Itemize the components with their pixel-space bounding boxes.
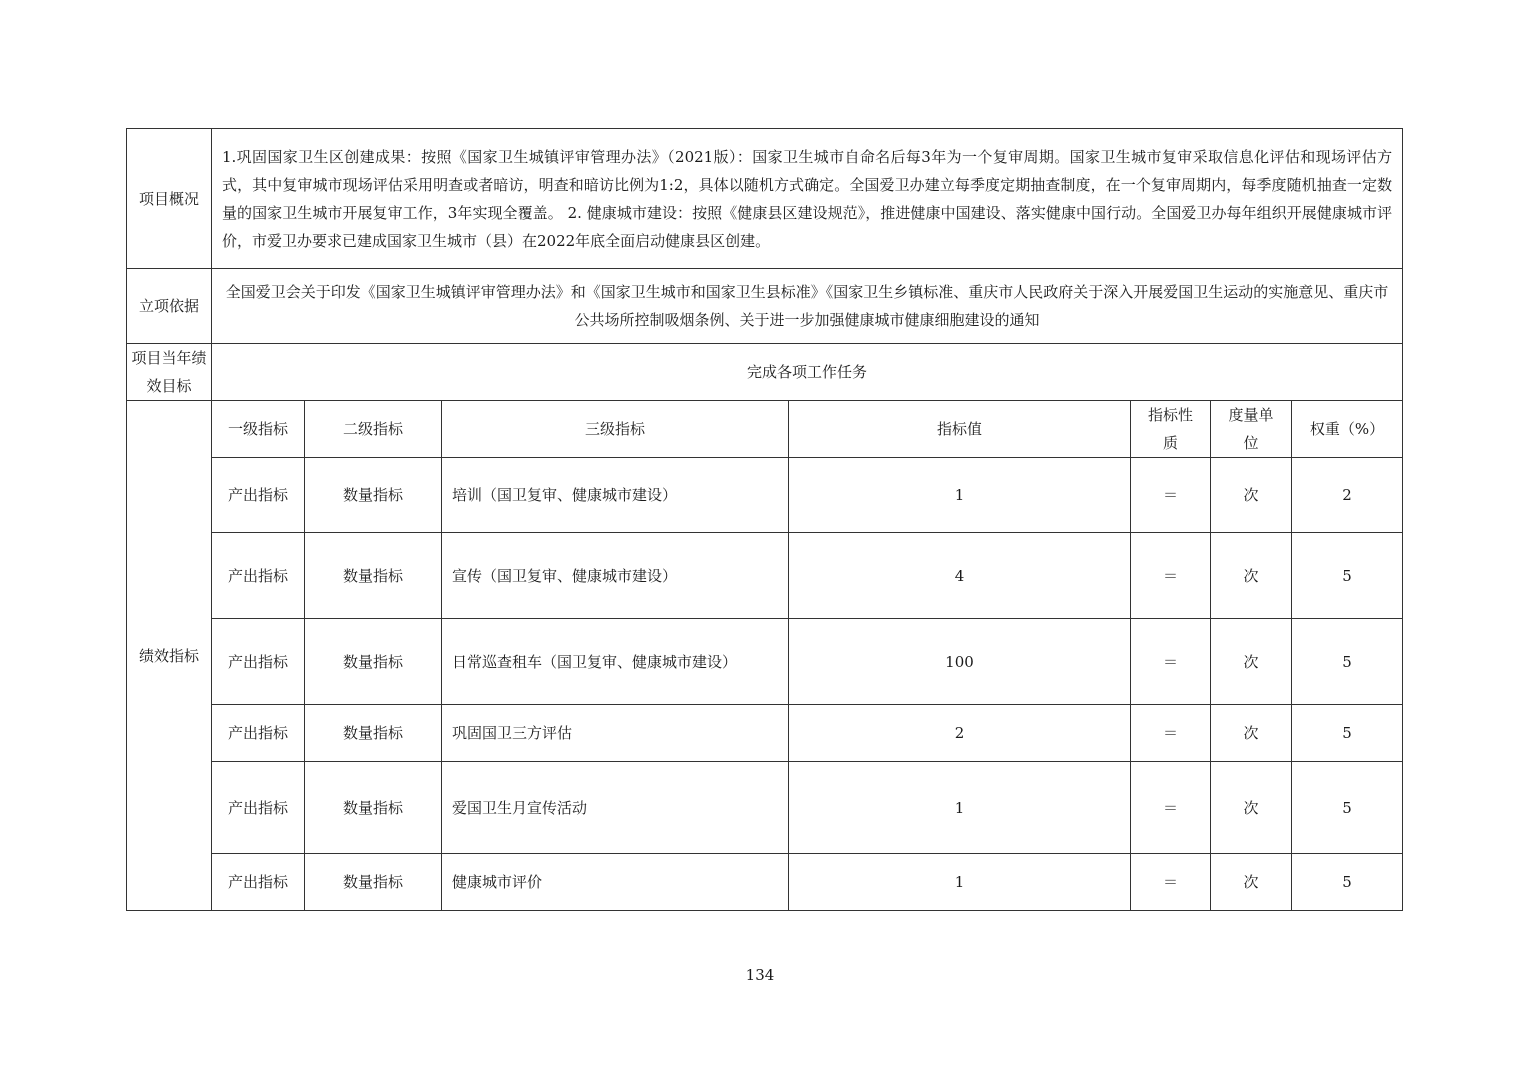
cell-level1: 产出指标 [212, 619, 305, 705]
basis-label: 立项依据 [127, 269, 212, 344]
cell-value: 1 [789, 762, 1131, 854]
cell-level1: 产出指标 [212, 533, 305, 619]
header-weight: 权重（%） [1292, 401, 1403, 458]
cell-level3: 日常巡查租车（国卫复审、健康城市建设） [442, 619, 789, 705]
table-row [127, 705, 1403, 762]
cell-level1: 产出指标 [212, 854, 305, 911]
cell-weight: 5 [1292, 533, 1403, 619]
table-row [127, 533, 1403, 619]
cell-value: 1 [789, 458, 1131, 533]
header-level2: 二级指标 [305, 401, 442, 458]
goal-text: 完成各项工作任务 [212, 344, 1403, 401]
cell-unit: 次 [1211, 619, 1292, 705]
header-level3: 三级指标 [442, 401, 789, 458]
header-value: 指标值 [789, 401, 1131, 458]
table-row [127, 854, 1403, 911]
cell-nature: ＝ [1131, 854, 1211, 911]
goal-label: 项目当年绩效目标 [127, 344, 212, 401]
overview-text: 1.巩固国家卫生区创建成果：按照《国家卫生城镇评审管理办法》（2021版）：国家卫生城市自命名后每3年为一个复审周期。国家卫生城市复审采取信息化评估和现场评估方式，其中复审城市现场评估采用明查或者暗访，明查和暗访比例为1:2，具体以随机方式确定。全国爱卫办建立每季度定期抽查制度，在一个复审周期内，每季度随机抽查一定数量的国家卫生城市开展复审工作，3年实现全覆盖。 2. 健康城市建设：按照《健康县区建设规范》，推进健康中国建设、落实健康中国行动。全国爱卫办每年组织开展健康城市评价，市爱卫办要求已建成国家卫生城市（县）在2022年底全面启动健康县区创建。 [212, 129, 1403, 269]
cell-weight: 5 [1292, 705, 1403, 762]
cell-level3: 巩固国卫三方评估 [442, 705, 789, 762]
header-unit: 度量单位 [1211, 401, 1292, 458]
table-row [127, 619, 1403, 705]
cell-unit: 次 [1211, 705, 1292, 762]
cell-level2: 数量指标 [305, 854, 442, 911]
indicators-label: 绩效指标 [127, 401, 212, 911]
page-number: 134 [745, 966, 775, 984]
basis-row [127, 269, 1403, 344]
performance-table [126, 128, 1403, 911]
header-nature: 指标性质 [1131, 401, 1211, 458]
header-level1: 一级指标 [212, 401, 305, 458]
cell-nature: ＝ [1131, 762, 1211, 854]
cell-level3: 健康城市评价 [442, 854, 789, 911]
cell-level3: 宣传（国卫复审、健康城市建设） [442, 533, 789, 619]
cell-level1: 产出指标 [212, 762, 305, 854]
cell-nature: ＝ [1131, 619, 1211, 705]
cell-nature: ＝ [1131, 458, 1211, 533]
cell-level2: 数量指标 [305, 705, 442, 762]
cell-value: 1 [789, 854, 1131, 911]
cell-value: 100 [789, 619, 1131, 705]
cell-level1: 产出指标 [212, 705, 305, 762]
cell-weight: 5 [1292, 762, 1403, 854]
cell-nature: ＝ [1131, 705, 1211, 762]
cell-level2: 数量指标 [305, 762, 442, 854]
overview-label: 项目概况 [127, 129, 212, 269]
header-row [127, 401, 1403, 458]
cell-weight: 2 [1292, 458, 1403, 533]
cell-level2: 数量指标 [305, 533, 442, 619]
cell-weight: 5 [1292, 854, 1403, 911]
cell-unit: 次 [1211, 854, 1292, 911]
basis-text: 全国爱卫会关于印发《国家卫生城镇评审管理办法》和《国家卫生城市和国家卫生县标准》《国家卫生乡镇标准、重庆市人民政府关于深入开展爱国卫生运动的实施意见、重庆市公共场所控制吸烟条例、关于进一步加强健康城市健康细胞建设的通知 [212, 269, 1403, 344]
table-row [127, 458, 1403, 533]
cell-value: 2 [789, 705, 1131, 762]
cell-level3: 爱国卫生月宣传活动 [442, 762, 789, 854]
table-row [127, 762, 1403, 854]
cell-level1: 产出指标 [212, 458, 305, 533]
cell-unit: 次 [1211, 458, 1292, 533]
cell-weight: 5 [1292, 619, 1403, 705]
cell-unit: 次 [1211, 762, 1292, 854]
cell-nature: ＝ [1131, 533, 1211, 619]
cell-level2: 数量指标 [305, 619, 442, 705]
cell-unit: 次 [1211, 533, 1292, 619]
overview-row [127, 129, 1403, 269]
cell-level3: 培训（国卫复审、健康城市建设） [442, 458, 789, 533]
goal-row [127, 344, 1403, 401]
cell-level2: 数量指标 [305, 458, 442, 533]
cell-value: 4 [789, 533, 1131, 619]
